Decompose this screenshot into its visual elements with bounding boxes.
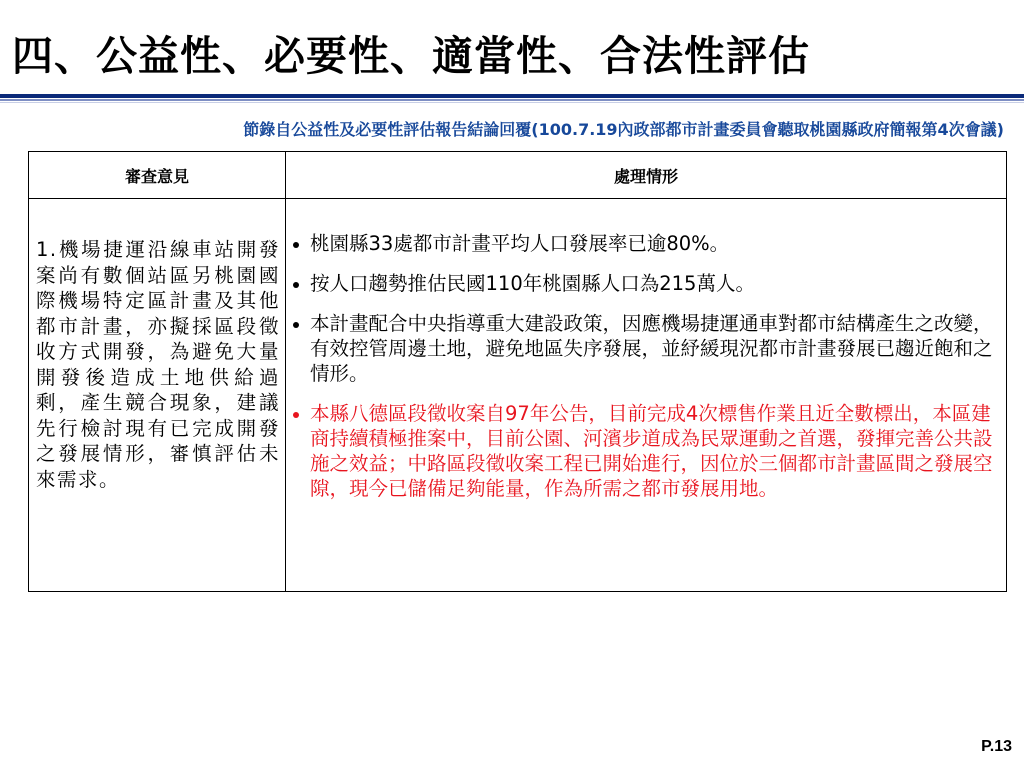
page-number: P.13 <box>981 738 1012 755</box>
header-review-opinion: 審查意見 <box>29 152 286 199</box>
table-row <box>29 199 1007 592</box>
bullet-icon <box>293 242 299 248</box>
response-item <box>290 311 1000 386</box>
source-note: 節錄自公益性及必要性評估報告結論回覆(100.7.19內政部都市計畫委員會聽取桃園縣政府簡報第4次會議) <box>243 120 1004 139</box>
response-text: 桃園縣33處都市計畫平均人口發展率已逾80%。 <box>310 232 730 255</box>
slide-title: 四、公益性、必要性、適當性、合法性評估 <box>12 32 810 80</box>
response-list <box>290 231 1000 501</box>
bullet-icon <box>293 282 299 288</box>
title-underline <box>0 94 1024 108</box>
response-item <box>290 231 1000 256</box>
response-text: 本計畫配合中央指導重大建設政策，因應機場捷運通車對都市結構產生之改變，有效控管周邊土地，避免地區失序發展，並紓緩現況都市計畫發展已趨近飽和之情形。 <box>310 312 993 385</box>
header-handling-status: 處理情形 <box>286 152 1007 199</box>
bullet-icon <box>293 322 299 328</box>
response-item-highlighted <box>290 401 1000 501</box>
table-header-row <box>29 152 1007 199</box>
review-opinion-text: 1.機場捷運沿線車站開發案尚有數個站區另桃園國際機場特定區計畫及其他都市計畫，亦擬採區段徵收方式開發，為避免大量開發後造成土地供給過剩，產生競合現象，建議先行檢討現有已完成開發之發展情形，審慎評估未來需求。 <box>36 238 280 491</box>
response-item <box>290 271 1000 296</box>
bullet-icon <box>293 412 299 418</box>
response-cell <box>286 199 1007 592</box>
response-text: 本縣八德區段徵收案自97年公告，目前完成4次標售作業且近全數標出，本區建商持續積極推案中，目前公園、河濱步道成為民眾運動之首選，發揮完善公共設施之效益；中路區段徵收案工程已開始進行，因位於三個都市計畫區間之發展空隙，現今已儲備足夠能量，作為所需之都市發展用地。 <box>310 402 993 500</box>
opinion-cell <box>29 199 286 592</box>
review-table <box>28 151 1007 592</box>
response-text: 按人口趨勢推估民國110年桃園縣人口為215萬人。 <box>310 272 755 295</box>
